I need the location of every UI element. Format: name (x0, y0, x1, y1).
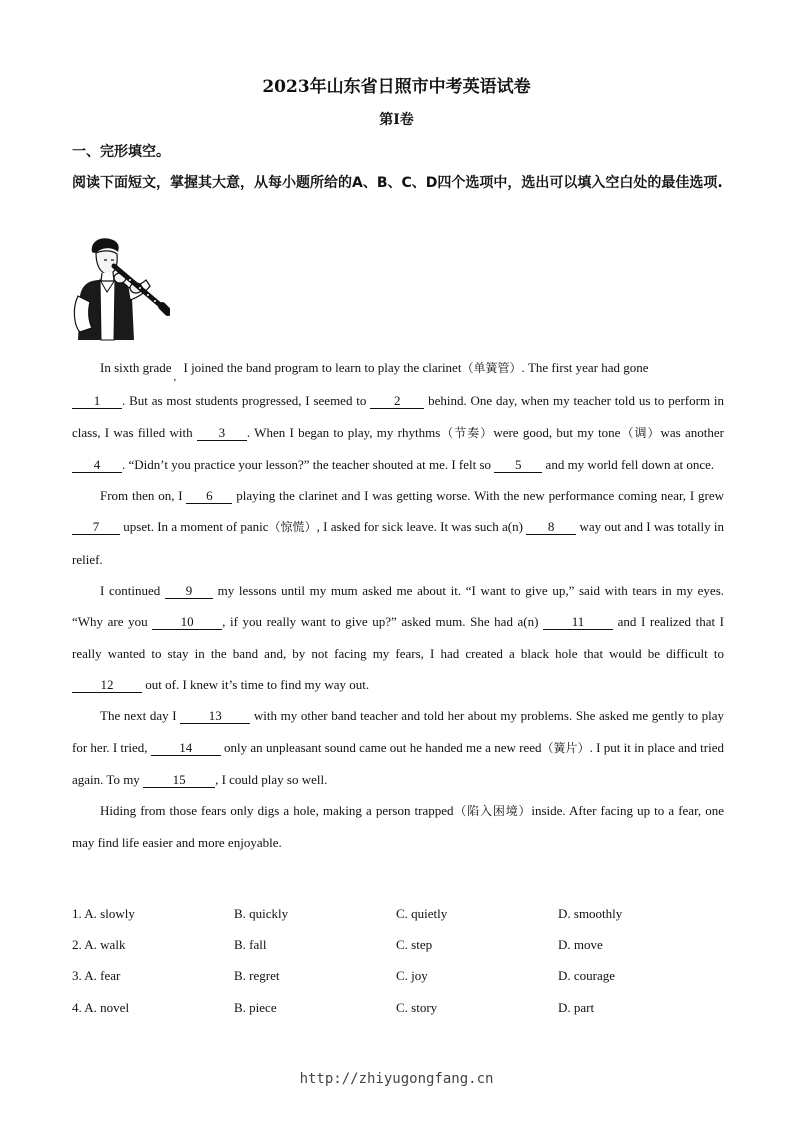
exam-title: 2023年山东省日照市中考英语试卷 (262, 77, 531, 97)
option-a[interactable]: 3. A. fear (72, 968, 121, 984)
passage-paragraph-3: I continued 9 my lessons until my mum asked me about it. “I want to give up,” said with tears in my eyes. “Why are you 10 , if you really want to give up?” asked mum. She had a(n) 11 and I realized that I really wanted to stay in the band and, by not facing my fears, I had created a black hole that would be difficult to 12 out of. I knew it’s time to find my way out. (72, 583, 725, 692)
volume-heading: 第I卷 (379, 112, 414, 128)
option-c[interactable]: C. story (396, 999, 438, 1015)
cloze-passage (72, 352, 724, 859)
blank-1[interactable]: 1 (72, 394, 122, 409)
clarinet-player-illustration (70, 236, 170, 342)
source-url-footer: http://zhiyugongfang.cn (299, 1071, 494, 1087)
blank-15[interactable]: 15 (143, 773, 215, 788)
blank-9[interactable]: 9 (165, 584, 213, 599)
option-d[interactable]: D. part (558, 999, 595, 1015)
option-b[interactable]: B. piece (234, 999, 277, 1015)
instructions: 阅读下面短文，掌握其大意，从每小题所给的A、B、C、D四个选项中，选出可以填入空白处的最佳选项. (72, 175, 723, 191)
question-1-options (72, 898, 724, 929)
section-heading: 一、完形填空。 (72, 144, 170, 160)
option-b[interactable]: B. quickly (234, 905, 289, 921)
blank-12[interactable]: 12 (72, 678, 142, 693)
blank-7[interactable]: 7 (72, 520, 120, 535)
option-a[interactable]: 4. A. novel (72, 999, 130, 1015)
blank-8[interactable]: 8 (526, 520, 576, 535)
option-a[interactable]: 2. A. walk (72, 936, 126, 952)
question-2-options (72, 929, 724, 960)
blank-6[interactable]: 6 (186, 489, 232, 504)
blank-11[interactable]: 11 (543, 615, 613, 630)
blank-4[interactable]: 4 (72, 458, 122, 473)
blank-14[interactable]: 14 (151, 741, 221, 756)
blank-2[interactable]: 2 (370, 394, 424, 409)
option-c[interactable]: C. step (396, 936, 433, 952)
question-3-options (72, 961, 724, 992)
blank-5[interactable]: 5 (494, 458, 542, 473)
answer-options (72, 898, 724, 1023)
passage-paragraph-4: The next day I 13 with my other band teacher and told her about my problems. She asked me gently to play for her. I tried, 14 only an unpleasant sound came out he handed me a new reed（簧片）. I put it in place and tried again. To my 15 , I could play so well. (72, 708, 724, 787)
blank-13[interactable]: 13 (180, 709, 250, 724)
option-c[interactable]: C. joy (396, 968, 428, 984)
option-d[interactable]: D. smoothly (558, 905, 623, 921)
option-d[interactable]: D. move (558, 936, 603, 952)
clarinet-player-icon (70, 236, 170, 342)
option-c[interactable]: C. quietly (396, 905, 448, 921)
option-d[interactable]: D. courage (558, 968, 616, 984)
passage-paragraph-2: From then on, I 6 playing the clarinet and I was getting worse. With the new performance coming near, I grew 7 upset. In a moment of panic（惊慌）, I asked for sick leave. It was such a(n) 8 way out and I was totally in relief. (72, 488, 724, 567)
option-b[interactable]: B. regret (234, 968, 280, 984)
option-a[interactable]: 1. A. slowly (72, 905, 135, 921)
blank-10[interactable]: 10 (152, 615, 222, 630)
passage-paragraph-1: In sixth grade$_,$ I joined the band program to learn to play the clarinet（单簧管）. The first year had gone 1 . But as most students progressed, I seemed to 2 behind. One day, when my teacher told us to perform in class, I was filled with 3 . When I began to play, my rhythms（节奏）were good, but my tone（调）was another 4 . “Didn’t you practice your lesson?” the teacher shouted at me. I felt so 5 and my world fell down at once. (72, 360, 725, 472)
option-b[interactable]: B. fall (234, 936, 267, 952)
question-4-options (72, 992, 724, 1023)
passage-paragraph-5: Hiding from those fears only digs a hole, making a person trapped（陷入困境）inside. After facing up to a fear, one may find life easier and more enjoyable. (72, 803, 724, 851)
blank-3[interactable]: 3 (197, 426, 247, 441)
